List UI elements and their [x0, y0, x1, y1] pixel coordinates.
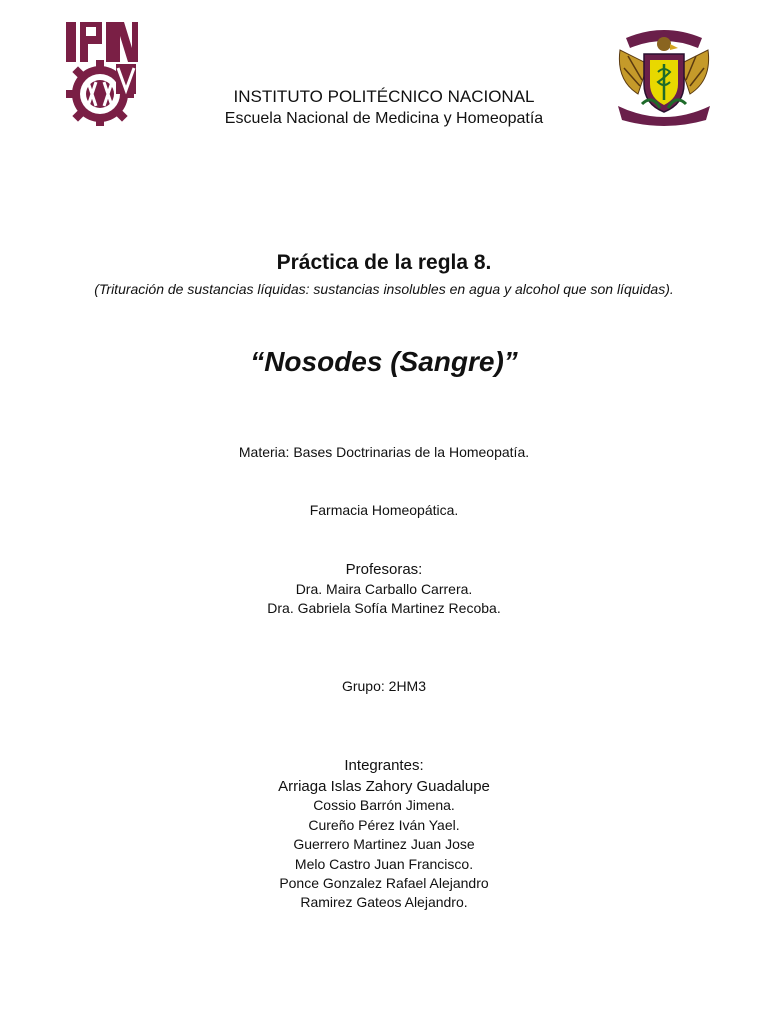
professors-heading: Profesoras: [345, 561, 423, 578]
practice-title: Práctica de la regla 8. [276, 251, 492, 274]
member-name: Arriaga Islas Zahory Guadalupe [278, 778, 490, 795]
members-heading: Integrantes: [344, 757, 424, 774]
professor-name: Dra. Gabriela Sofía Martinez Recoba. [267, 600, 501, 616]
member-name: Ponce Gonzalez Rafael Alejandro [279, 874, 489, 891]
main-title: “Nosodes (Sangre)” [250, 346, 518, 377]
professor-name: Dra. Maira Carballo Carrera. [295, 581, 473, 597]
member-name: Cossio Barrón Jimena. [313, 797, 455, 814]
group-line: Grupo: 2HM3 [341, 678, 427, 694]
member-name: Cureño Pérez Iván Yael. [308, 816, 460, 833]
school-name: Escuela Nacional de Medicina y Homeopatía [224, 110, 544, 127]
members-list [0, 777, 768, 913]
institution-name: INSTITUTO POLITÉCNICO NACIONAL [233, 87, 535, 106]
member-name: Guerrero Martinez Juan Jose [293, 836, 475, 853]
area-line: Farmacia Homeopática. [309, 502, 459, 518]
member-name: Ramirez Gateos Alejandro. [300, 894, 468, 911]
practice-subtitle: (Trituración de sustancias líquidas: sustancias insolubles en agua y alcohol que son líquidas). [94, 281, 674, 297]
subject-line: Materia: Bases Doctrinarias de la Homeopatía. [238, 444, 530, 460]
member-name: Melo Castro Juan Francisco. [294, 855, 474, 872]
